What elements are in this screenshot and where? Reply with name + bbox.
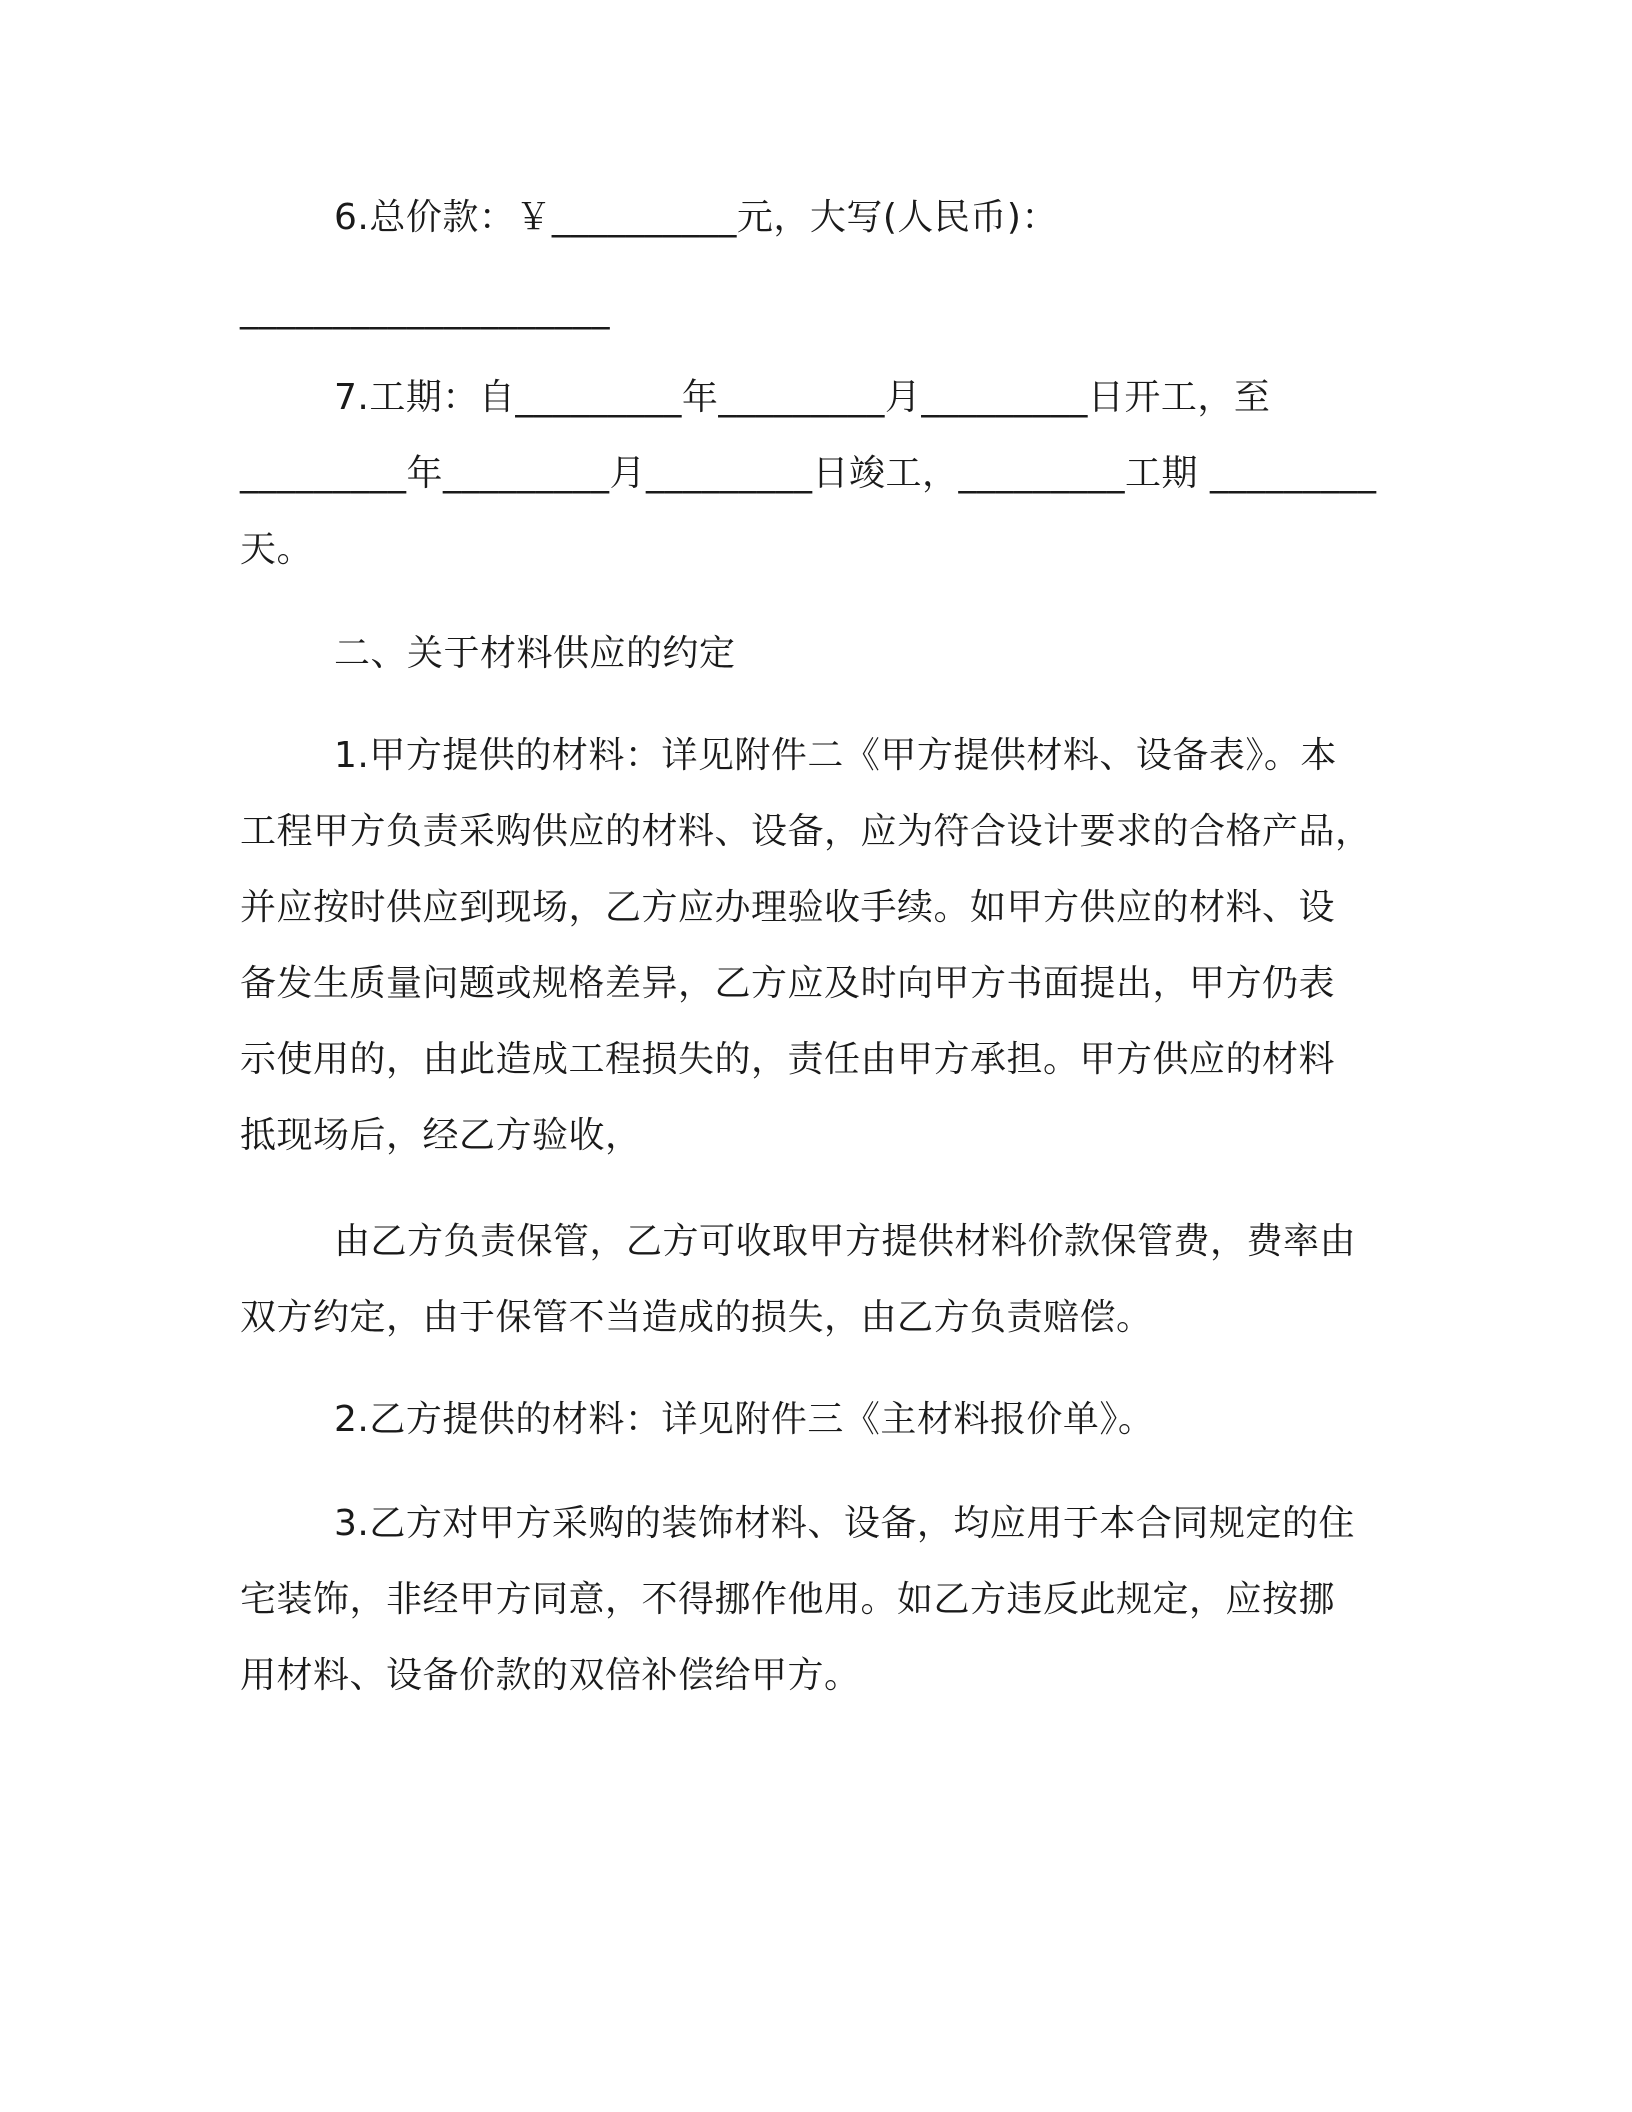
clause-1-line-2: 工程甲方负责采购供应的材料、设备，应为符合设计要求的合格产品，	[240, 811, 1372, 852]
clause-1-line-3: 并应按时供应到现场，乙方应办理验收手续。如甲方供应的材料、设	[240, 887, 1336, 928]
amount-in-words-blank: ____________________	[240, 289, 610, 330]
storage-line-1: 由乙方负责保管，乙方可收取甲方提供材料价款保管费，费率由	[334, 1221, 1357, 1262]
schedule-line-3: 天。	[240, 529, 314, 570]
schedule-line-2: _________年_________月_________日竣工，_________工期 _________	[240, 453, 1377, 494]
clause-3-line-1: 3.乙方对甲方采购的装饰材料、设备，均应用于本合同规定的住	[334, 1503, 1355, 1544]
storage-line-2: 双方约定，由于保管不当造成的损失，由乙方负责赔偿。	[240, 1297, 1153, 1338]
clause-1-line-4: 备发生质量问题或规格差异，乙方应及时向甲方书面提出，甲方仍表	[240, 963, 1336, 1004]
clause-1-line-5: 示使用的，由此造成工程损失的，责任由甲方承担。甲方供应的材料	[240, 1039, 1336, 1080]
clause-2-line: 2.乙方提供的材料：详见附件三《主材料报价单》。	[334, 1399, 1155, 1440]
schedule-line: 7.工期：自_________年_________月_________日开工，至	[334, 377, 1271, 418]
clause-3-line-2: 宅装饰，非经甲方同意，不得挪作他用。如乙方违反此规定，应按挪	[240, 1579, 1336, 1620]
section-heading: 二、关于材料供应的约定	[334, 633, 736, 674]
clause-3-line-3: 用材料、设备价款的双倍补偿给甲方。	[240, 1655, 861, 1696]
clause-1-line-1: 1.甲方提供的材料：详见附件二《甲方提供材料、设备表》。本	[334, 735, 1337, 776]
clause-1-line-6: 抵现场后，经乙方验收，	[240, 1115, 642, 1156]
total-price-line: 6.总价款：￥__________元，大写(人民币)：	[334, 197, 1058, 238]
